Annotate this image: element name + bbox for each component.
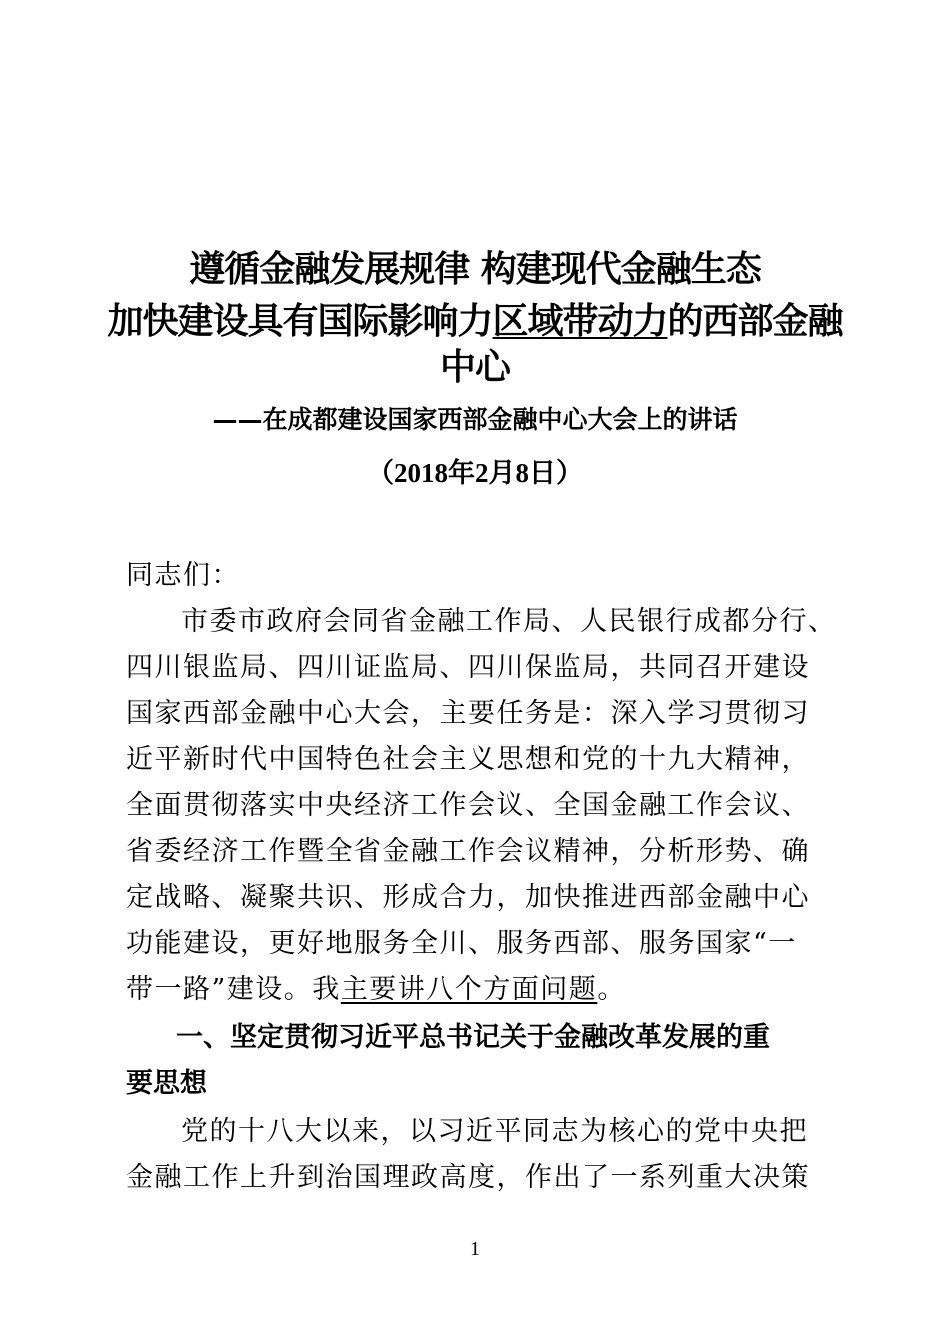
paragraph-line-last-start: 带一路”建设。我 [126,974,341,1005]
title-line-2 [0,299,950,345]
paragraph-line: 近平新时代中国特色社会主义思想和党的十九大精神， [126,744,810,775]
title-underlined-phrase: 区域带动力 [492,301,668,342]
salutation: 同志们： [126,560,240,591]
paragraph-line: 金融工作上升到治国理政高度，作出了一系列重大决策 [126,1162,810,1193]
paragraph-line: 国家西部金融中心大会，主要任务是：深入学习贯彻习 [126,698,810,729]
title-line-2-start: 加快建设具有国际影响力 [107,301,493,342]
section-heading-line-2: 要思想 [126,1068,207,1099]
paragraph-line: 全面贯彻落实中央经济工作会议、全国金融工作会议、 [126,790,810,821]
paragraph-line: 四川银监局、四川证监局、四川保监局，共同召开建设 [126,652,810,683]
underlined-phrase: 主要讲八个方面问题 [340,974,598,1005]
speech-date: （2018年2月8日） [367,458,583,488]
paragraph-line-last [126,972,626,1008]
paragraph-line: 党的十八大以来，以习近平同志为核心的党中央把 [181,1116,808,1147]
title-line-1: 遵循金融发展规律 构建现代金融生态 [189,249,761,290]
paragraph-line: 省委经济工作暨全省金融工作会议精神，分析形势、确 [126,836,810,867]
paragraph-line: 功能建设，更好地服务全川、服务西部、服务国家“一 [126,928,797,959]
title-line-3: 中心 [439,347,510,388]
subtitle: ——在成都建设国家西部金融中心大会上的讲话 [212,405,738,434]
paragraph-line: 市委市政府会同省金融工作局、人民银行成都分行、 [181,606,837,637]
paragraph-line: 定战略、凝聚共识、形成合力，加快推进西部金融中心 [126,882,810,913]
title-line-2-end: 的西部金融 [667,301,843,342]
paragraph-line-last-end: 。 [597,974,626,1005]
page-number: 1 [470,1238,480,1260]
section-heading-line-1: 一、坚定贯彻习近平总书记关于金融改革发展的重 [176,1022,770,1053]
